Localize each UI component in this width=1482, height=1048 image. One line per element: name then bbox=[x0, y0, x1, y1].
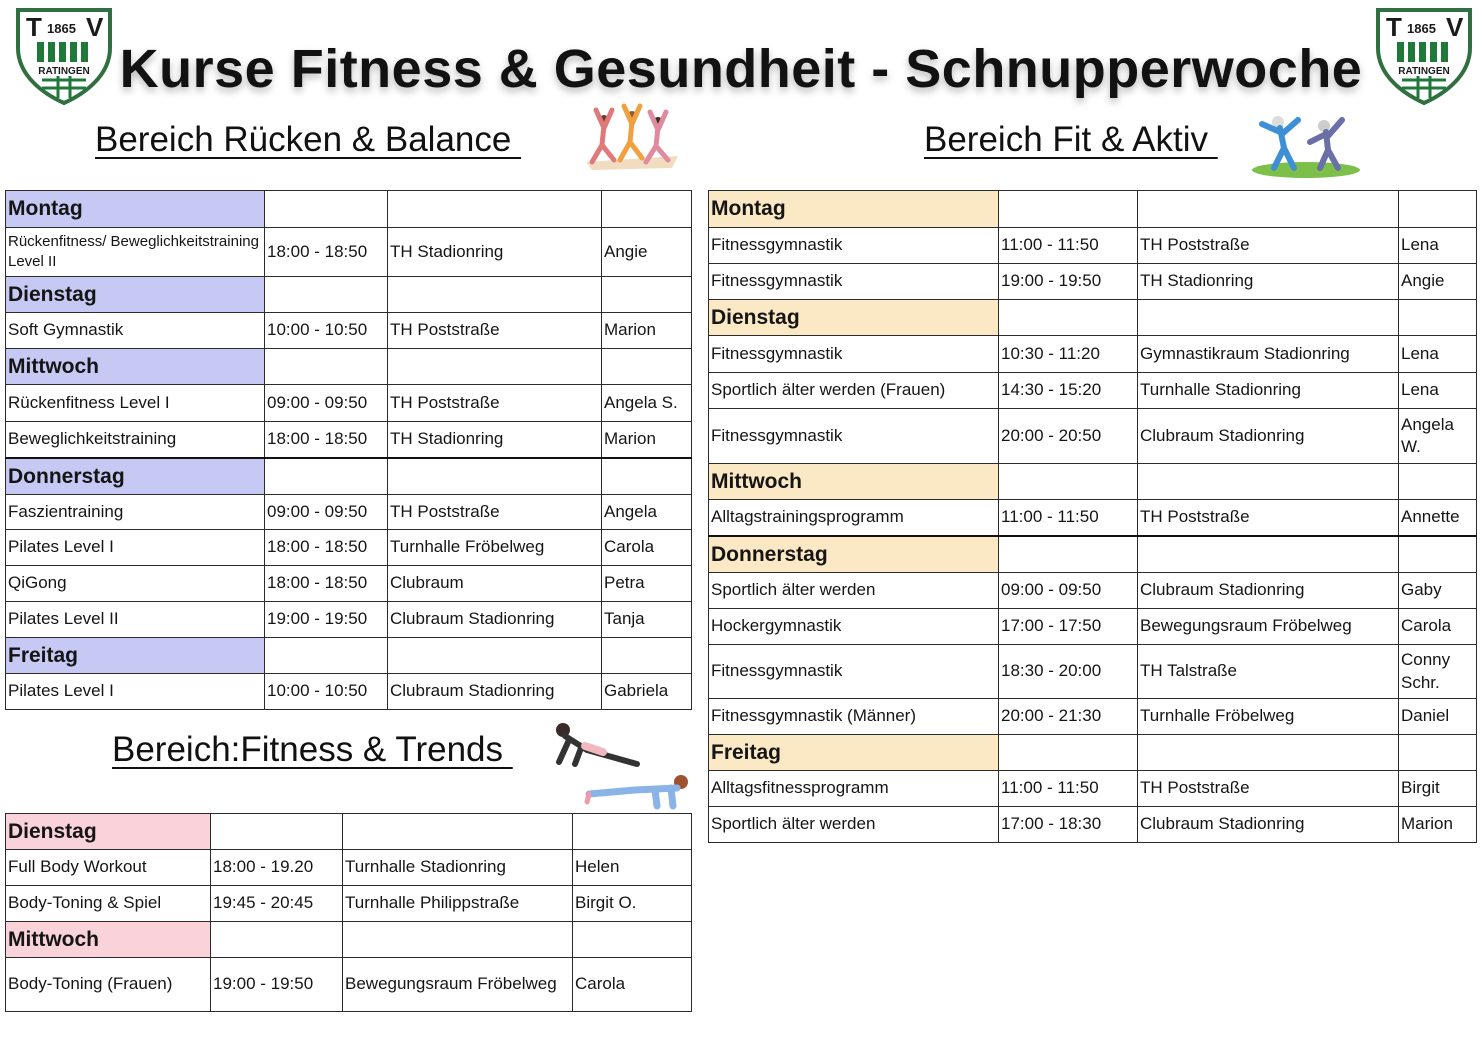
place-cell: TH Stadionring bbox=[388, 422, 602, 458]
svg-text:RATINGEN: RATINGEN bbox=[1398, 66, 1450, 77]
day-cell: Montag bbox=[6, 191, 265, 228]
trainer-cell: Angie bbox=[602, 228, 692, 277]
place-cell: Turnhalle Stadionring bbox=[1138, 373, 1399, 409]
day-row bbox=[709, 536, 1477, 573]
trainer-cell: Annette bbox=[1399, 500, 1477, 536]
course-cell: Fitnessgymnastik bbox=[709, 264, 999, 300]
day-cell: Mittwoch bbox=[6, 922, 211, 958]
trainer-cell: Lena bbox=[1399, 336, 1477, 373]
course-cell: Fitnessgymnastik bbox=[709, 228, 999, 264]
yoga-group-illustration bbox=[582, 100, 682, 177]
trainer-cell: Tanja bbox=[602, 602, 692, 638]
plank-exercise-illustration bbox=[545, 718, 695, 815]
place-cell: Bewegungsraum Fröbelweg bbox=[1138, 609, 1399, 645]
place-cell: Clubraum bbox=[388, 566, 602, 602]
place-cell: Turnhalle Philippstraße bbox=[343, 886, 573, 922]
time-cell: 18:30 - 20:00 bbox=[999, 645, 1138, 699]
place-cell: Turnhalle Fröbelweg bbox=[1138, 699, 1399, 735]
trainer-cell: Birgit O. bbox=[573, 886, 692, 922]
day-cell: Montag bbox=[709, 191, 999, 228]
section-title-trends: Bereich:Fitness & Trends bbox=[112, 730, 513, 769]
time-cell: 11:00 - 11:50 bbox=[999, 500, 1138, 536]
trainer-cell: Marion bbox=[1399, 807, 1477, 843]
table-row bbox=[6, 958, 692, 1012]
place-cell: TH Poststraße bbox=[388, 385, 602, 422]
place-cell: Clubraum Stadionring bbox=[388, 674, 602, 710]
place-cell: Clubraum Stadionring bbox=[1138, 409, 1399, 464]
course-cell: Sportlich älter werden (Frauen) bbox=[709, 373, 999, 409]
time-cell: 10:30 - 11:20 bbox=[999, 336, 1138, 373]
course-cell: Beweglichkeitstraining bbox=[6, 422, 265, 458]
table-row bbox=[6, 566, 692, 602]
trainer-cell: Helen bbox=[573, 850, 692, 886]
course-cell: Sportlich älter werden bbox=[709, 807, 999, 843]
trainer-cell: Carola bbox=[573, 958, 692, 1012]
day-cell: Mittwoch bbox=[6, 349, 265, 385]
day-cell: Dienstag bbox=[709, 300, 999, 336]
course-cell: Fitnessgymnastik (Männer) bbox=[709, 699, 999, 735]
place-cell: TH Stadionring bbox=[388, 228, 602, 277]
time-cell: 09:00 - 09:50 bbox=[265, 495, 388, 530]
table-row bbox=[709, 573, 1477, 609]
time-cell: 17:00 - 17:50 bbox=[999, 609, 1138, 645]
time-cell: 11:00 - 11:50 bbox=[999, 771, 1138, 807]
course-cell: Alltagsfitnessprogramm bbox=[709, 771, 999, 807]
time-cell: 14:30 - 15:20 bbox=[999, 373, 1138, 409]
course-cell: QiGong bbox=[6, 566, 265, 602]
trainer-cell: Petra bbox=[602, 566, 692, 602]
course-cell: Hockergymnastik bbox=[709, 609, 999, 645]
course-cell: Full Body Workout bbox=[6, 850, 211, 886]
course-cell: Fitnessgymnastik bbox=[709, 409, 999, 464]
course-cell: Pilates Level I bbox=[6, 674, 265, 710]
time-cell: 18:00 - 19.20 bbox=[211, 850, 343, 886]
stretching-seniors-illustration bbox=[1250, 104, 1362, 185]
trainer-cell: Angela bbox=[602, 495, 692, 530]
course-cell: Soft Gymnastik bbox=[6, 313, 265, 349]
trainer-cell: Angela S. bbox=[602, 385, 692, 422]
trainer-cell: Lena bbox=[1399, 228, 1477, 264]
place-cell: TH Talstraße bbox=[1138, 645, 1399, 699]
course-cell: Fitnessgymnastik bbox=[709, 645, 999, 699]
svg-text:T: T bbox=[26, 12, 42, 42]
time-cell: 19:45 - 20:45 bbox=[211, 886, 343, 922]
time-cell: 10:00 - 10:50 bbox=[265, 313, 388, 349]
place-cell: TH Poststraße bbox=[388, 495, 602, 530]
trainer-cell: Marion bbox=[602, 313, 692, 349]
svg-text:V: V bbox=[1446, 12, 1464, 42]
course-cell: Alltagstrainingsprogramm bbox=[709, 500, 999, 536]
day-cell: Donnerstag bbox=[6, 458, 265, 495]
svg-text:1865: 1865 bbox=[1407, 21, 1436, 36]
table-row bbox=[709, 645, 1477, 699]
day-row bbox=[6, 638, 692, 674]
page-title: Kurse Fitness & Gesundheit - Schnupperwoche bbox=[119, 39, 1363, 99]
place-cell: Turnhalle Stadionring bbox=[343, 850, 573, 886]
svg-text:RATINGEN: RATINGEN bbox=[38, 66, 90, 77]
section-title-fit: Bereich Fit & Aktiv bbox=[924, 120, 1218, 159]
day-cell: Donnerstag bbox=[709, 536, 999, 573]
table-row bbox=[709, 264, 1477, 300]
trainer-cell: Angela W. bbox=[1399, 409, 1477, 464]
course-cell: Fitnessgymnastik bbox=[709, 336, 999, 373]
time-cell: 19:00 - 19:50 bbox=[211, 958, 343, 1012]
trainer-cell: Angie bbox=[1399, 264, 1477, 300]
day-row bbox=[6, 814, 692, 850]
place-cell: Gymnastikraum Stadionring bbox=[1138, 336, 1399, 373]
table-row bbox=[709, 409, 1477, 464]
table-row bbox=[709, 336, 1477, 373]
place-cell: Clubraum Stadionring bbox=[388, 602, 602, 638]
table-row bbox=[6, 495, 692, 530]
course-cell: Pilates Level II bbox=[6, 602, 265, 638]
place-cell: TH Stadionring bbox=[1138, 264, 1399, 300]
table-row bbox=[709, 699, 1477, 735]
table-row bbox=[6, 385, 692, 422]
section-title-ruecken: Bereich Rücken & Balance bbox=[95, 120, 522, 159]
time-cell: 20:00 - 20:50 bbox=[999, 409, 1138, 464]
table-fit-aktiv bbox=[708, 190, 1477, 843]
day-cell: Dienstag bbox=[6, 814, 211, 850]
trainer-cell: Carola bbox=[602, 530, 692, 566]
course-cell: Body-Toning (Frauen) bbox=[6, 958, 211, 1012]
trainer-cell: Marion bbox=[602, 422, 692, 458]
table-row bbox=[6, 313, 692, 349]
course-cell: Pilates Level I bbox=[6, 530, 265, 566]
place-cell: Turnhalle Fröbelweg bbox=[388, 530, 602, 566]
day-row bbox=[709, 300, 1477, 336]
table-row bbox=[709, 807, 1477, 843]
place-cell: TH Poststraße bbox=[1138, 771, 1399, 807]
time-cell: 11:00 - 11:50 bbox=[999, 228, 1138, 264]
day-row bbox=[709, 735, 1477, 771]
time-cell: 20:00 - 21:30 bbox=[999, 699, 1138, 735]
table-row bbox=[6, 422, 692, 458]
day-row bbox=[6, 277, 692, 313]
day-cell: Freitag bbox=[6, 638, 265, 674]
day-row bbox=[6, 922, 692, 958]
time-cell: 10:00 - 10:50 bbox=[265, 674, 388, 710]
table-row bbox=[6, 228, 692, 277]
table-row bbox=[709, 771, 1477, 807]
time-cell: 18:00 - 18:50 bbox=[265, 530, 388, 566]
table-row bbox=[6, 886, 692, 922]
trainer-cell: Gabriela bbox=[602, 674, 692, 710]
place-cell: Bewegungsraum Fröbelweg bbox=[343, 958, 573, 1012]
table-row bbox=[6, 530, 692, 566]
time-cell: 18:00 - 18:50 bbox=[265, 228, 388, 277]
place-cell: TH Poststraße bbox=[1138, 228, 1399, 264]
day-row bbox=[6, 458, 692, 495]
trainer-cell: Birgit bbox=[1399, 771, 1477, 807]
day-cell: Mittwoch bbox=[709, 464, 999, 500]
table-row bbox=[709, 373, 1477, 409]
table-ruecken-balance bbox=[5, 190, 692, 710]
svg-text:V: V bbox=[86, 12, 104, 42]
place-cell: TH Poststraße bbox=[388, 313, 602, 349]
day-row bbox=[6, 349, 692, 385]
table-row bbox=[709, 500, 1477, 536]
day-row bbox=[6, 191, 692, 228]
table-row bbox=[709, 609, 1477, 645]
course-cell: Rückenfitness Level I bbox=[6, 385, 265, 422]
table-row bbox=[6, 674, 692, 710]
place-cell: Clubraum Stadionring bbox=[1138, 807, 1399, 843]
day-row bbox=[709, 464, 1477, 500]
time-cell: 09:00 - 09:50 bbox=[999, 573, 1138, 609]
course-cell: Rückenfitness/ Beweglichkeitstraining Level II bbox=[6, 228, 265, 277]
time-cell: 18:00 - 18:50 bbox=[265, 566, 388, 602]
table-fitness-trends bbox=[5, 813, 692, 1012]
svg-text:1865: 1865 bbox=[47, 21, 76, 36]
course-cell: Faszientraining bbox=[6, 495, 265, 530]
table-row bbox=[709, 228, 1477, 264]
course-cell: Sportlich älter werden bbox=[709, 573, 999, 609]
course-cell: Body-Toning & Spiel bbox=[6, 886, 211, 922]
day-cell: Dienstag bbox=[6, 277, 265, 313]
table-row bbox=[6, 850, 692, 886]
time-cell: 17:00 - 18:30 bbox=[999, 807, 1138, 843]
time-cell: 09:00 - 09:50 bbox=[265, 385, 388, 422]
trainer-cell: Daniel bbox=[1399, 699, 1477, 735]
place-cell: Clubraum Stadionring bbox=[1138, 573, 1399, 609]
table-row bbox=[6, 602, 692, 638]
time-cell: 18:00 - 18:50 bbox=[265, 422, 388, 458]
place-cell: TH Poststraße bbox=[1138, 500, 1399, 536]
time-cell: 19:00 - 19:50 bbox=[999, 264, 1138, 300]
day-cell: Freitag bbox=[709, 735, 999, 771]
trainer-cell: Lena bbox=[1399, 373, 1477, 409]
svg-text:T: T bbox=[1386, 12, 1402, 42]
trainer-cell: Gaby bbox=[1399, 573, 1477, 609]
time-cell: 19:00 - 19:50 bbox=[265, 602, 388, 638]
trainer-cell: Conny Schr. bbox=[1399, 645, 1477, 699]
day-row bbox=[709, 191, 1477, 228]
trainer-cell: Carola bbox=[1399, 609, 1477, 645]
